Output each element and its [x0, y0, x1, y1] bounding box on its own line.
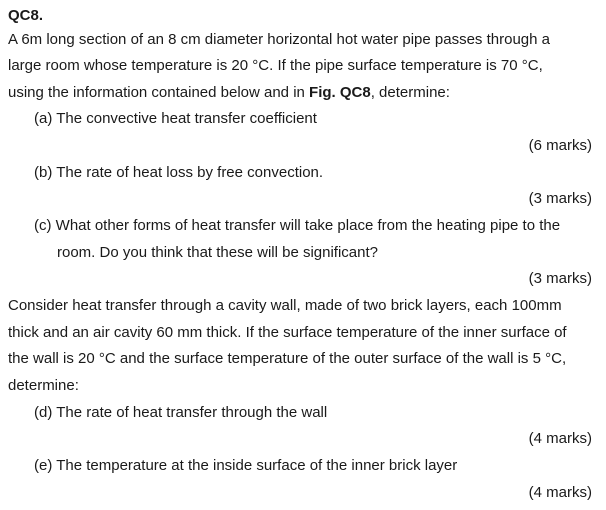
- part-e-marks: (4 marks): [528, 484, 592, 501]
- intro-line-3-pre: using the information contained below and in: [8, 84, 310, 101]
- part-e-text: (e) The temperature at the inside surface of the inner brick layer: [34, 457, 458, 474]
- figure-reference: Fig. QC8: [309, 84, 371, 101]
- part-c-marks: (3 marks): [528, 270, 592, 287]
- cavity-line-1: Consider heat transfer through a cavity wall, made of two brick layers, each 100mm: [8, 297, 562, 314]
- part-a-text: (a) The convective heat transfer coefficient: [34, 110, 317, 127]
- part-b-text: (b) The rate of heat loss by free convection.: [34, 164, 324, 181]
- cavity-line-4: determine:: [8, 377, 79, 394]
- part-b-marks: (3 marks): [528, 190, 592, 207]
- cavity-line-3: the wall is 20 °C and the surface temperature of the outer surface of the wall is 5 °C,: [8, 350, 567, 367]
- cavity-line-2: thick and an air cavity 60 mm thick. If the surface temperature of the inner surface of: [8, 324, 567, 341]
- intro-line-2: large room whose temperature is 20 °C. If the pipe surface temperature is 70 °C,: [8, 57, 543, 74]
- intro-line-3: [8, 83, 450, 103]
- intro-line-3-post: , determine:: [370, 84, 450, 101]
- question-heading: QC8.: [8, 7, 44, 24]
- part-c-line-1: (c) What other forms of heat transfer will take place from the heating pipe to the: [34, 217, 561, 234]
- part-c-line-2: room. Do you think that these will be significant?: [57, 244, 378, 261]
- part-d-text: (d) The rate of heat transfer through the wall: [34, 404, 328, 421]
- part-d-marks: (4 marks): [528, 430, 592, 447]
- part-a-marks: (6 marks): [528, 137, 592, 154]
- intro-line-1: A 6m long section of an 8 cm diameter horizontal hot water pipe passes through a: [8, 31, 550, 48]
